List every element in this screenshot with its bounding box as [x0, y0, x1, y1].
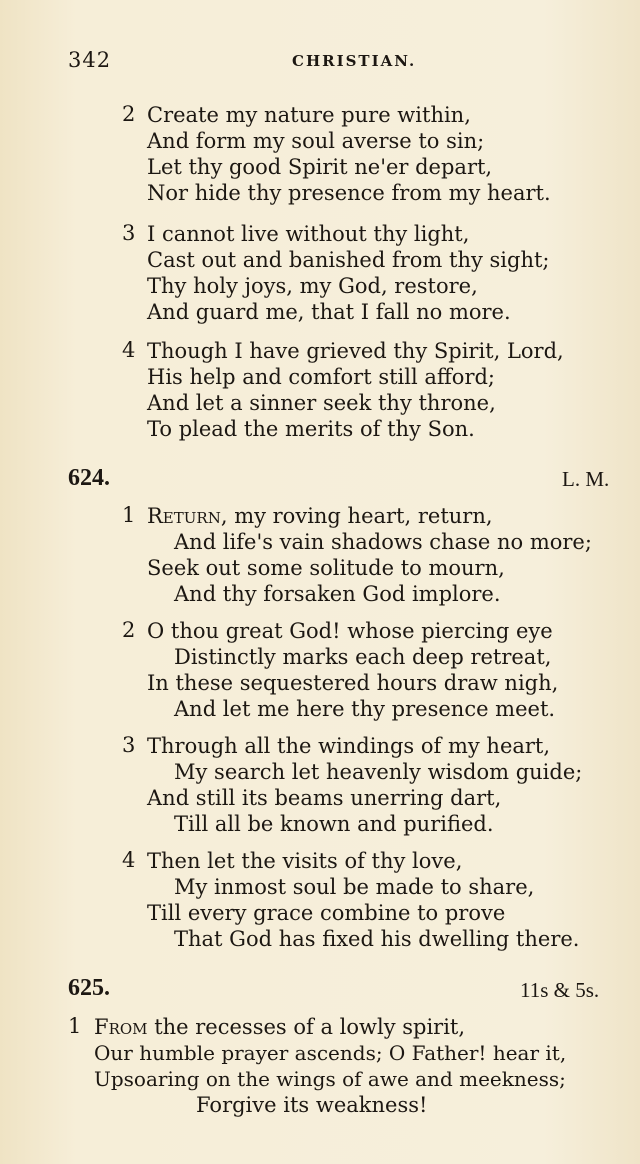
verse-line: Upsoaring on the wings of awe and meekness; [94, 1067, 566, 1091]
verse-line: Though I have grieved thy Spirit, Lord, [147, 339, 564, 363]
verse-line: His help and comfort still afford; [147, 365, 495, 389]
verse-line: Distinctly marks each deep retreat, [174, 645, 552, 669]
verse-line: And form my soul averse to sin; [147, 129, 485, 153]
stanza-number: 4 [122, 338, 136, 362]
first-word: From [94, 1015, 148, 1039]
verse-line [94, 1014, 465, 1040]
verse-line: Cast out and banished from thy sight; [147, 248, 550, 272]
verse-line: My search let heavenly wisdom guide; [174, 760, 583, 784]
stanza-number: 3 [122, 733, 136, 757]
stanza-number: 1 [122, 503, 136, 527]
verse-line: And life's vain shadows chase no more; [174, 530, 592, 554]
stanza-number: 3 [122, 221, 136, 245]
stanza-number: 1 [68, 1014, 82, 1038]
stanza-number: 4 [122, 848, 136, 872]
verse-line: Seek out some solitude to mourn, [147, 556, 505, 580]
stanza-number: 2 [122, 618, 136, 642]
verse-line: Till every grace combine to prove [147, 901, 506, 925]
verse-line: That God has fixed his dwelling there. [174, 927, 580, 951]
verse-line: Nor hide thy presence from my heart. [147, 181, 551, 205]
verse-line: And still its beams unerring dart, [147, 786, 502, 810]
verse-line: Let thy good Spirit ne'er depart, [147, 155, 493, 179]
verse-line: And guard me, that I fall no more. [147, 300, 511, 324]
verse-line: And thy forsaken God implore. [174, 582, 501, 606]
verse-line: Create my nature pure within, [147, 103, 471, 127]
verse-line [147, 503, 493, 529]
verse-line: Through all the windings of my heart, [147, 734, 551, 758]
line-rest: my roving heart, return, [227, 504, 493, 528]
verse-line: To plead the merits of thy Son. [147, 417, 475, 441]
verse-line: Forgive its weakness! [196, 1093, 428, 1117]
verse-line: Our humble prayer ascends; O Father! hear it, [94, 1041, 567, 1065]
verse-line: Then let the visits of thy love, [147, 849, 463, 873]
verse-line: Thy holy joys, my God, restore, [147, 274, 478, 298]
hymn-number: 625. [68, 975, 110, 1001]
verse-line: Till all be known and purified. [174, 812, 494, 836]
hymn-number: 624. [68, 465, 110, 491]
line-rest: the recesses of a lowly spirit, [147, 1015, 466, 1039]
verse-line: I cannot live without thy light, [147, 222, 470, 246]
verse-line: And let me here thy presence meet. [174, 697, 556, 721]
stanza-number: 2 [122, 102, 136, 126]
verse-line: And let a sinner seek thy throne, [147, 391, 496, 415]
verse-line: In these sequestered hours draw nigh, [147, 671, 559, 695]
running-title: CHRISTIAN. [292, 52, 417, 70]
first-word: Return, [147, 504, 228, 528]
hymn-meter: 11s & 5s. [520, 978, 600, 1002]
verse-line: O thou great God! whose piercing eye [147, 619, 553, 643]
hymn-meter: L. M. [562, 467, 610, 491]
verse-line: My inmost soul be made to share, [174, 875, 535, 899]
page-number: 342 [68, 48, 112, 72]
